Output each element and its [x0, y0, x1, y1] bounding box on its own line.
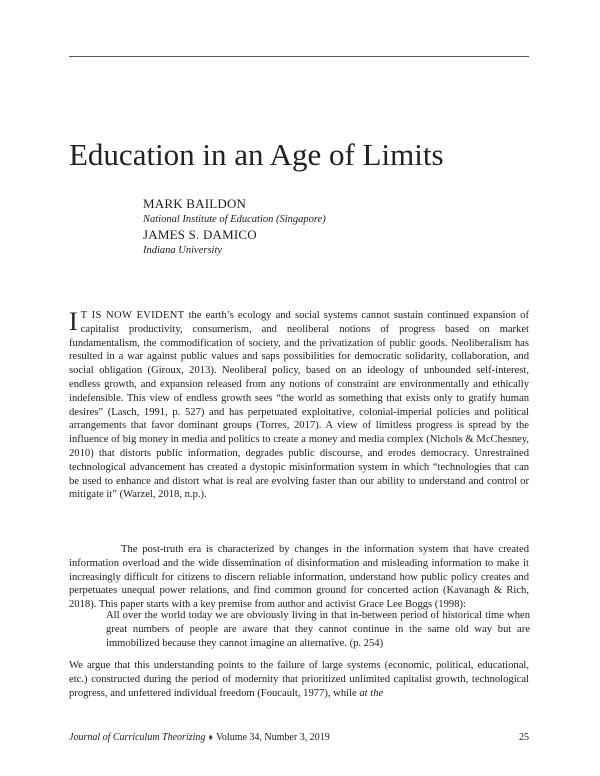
- paragraph-text: We argue that this understanding points to the failure of large systems (economic, political, educational, etc.) constructed during the period of modernity that prioritized unlimited capitalist growth, technological progress, and unfettered individual freedom (Foucault, 1977), while: [69, 660, 529, 699]
- opening-text: the earth’s ecology and social systems cannot sustain continued expansion of capitalist productivity, consumerism, and neoliberal notions of progress based on market fundamentalism, the commodification of society, and the privatization of public goods. Neoliberalism has resulted in a war against public values and saps possibilities for democratic solidarity, collaboration, and social obligation (Giroux, 2013). Neoliberal policy, based on an ideology of unbounded self-interest, endless growth, and expansion released from any notions of constraint are environmentally and ethically indefensible. This view of endless growth sees “the world as something that exists only to gratify human desires” (Lasch, 1991, p. 527) and has perpetuated exploitative, colonial-imperial policies and political arrangements that favor dominant groups (Torres, 2017). A view of limitless progress is spread by the influence of big money in media and politics to create a money and media complex (Nichols & McChesney, 2010) that distorts public information, degrades public discourse, and erodes democracy. Unrestrained technological advancement has created a dystopic misinformation system in which “technologies that can be used to enhance and distort what is real are evolving faster than our ability to understand and control or mitigate it” (Warzel, 2018, n.p.).: [69, 310, 530, 501]
- italic-tail: at the: [359, 687, 384, 699]
- header-rule: [69, 56, 529, 57]
- diamond-icon: ♦: [208, 732, 213, 742]
- issue-info: Volume 34, Number 3, 2019: [216, 732, 330, 743]
- author-affiliation: Indiana University: [143, 245, 223, 256]
- body-paragraph: The post-truth era is characterized by changes in the information system that have created information overload and the wide dissemination of disinformation and misleading information to make it increasingly difficult for citizens to discern reliable information, understand how public policy creates and perpetuates unequal power relations, and find common ground for concerted action (Kavanagh & Rich, 2018). This paper starts with a key premise from author and activist Grace Lee Boggs (1998):: [69, 544, 529, 611]
- author-name: JAMES S. DAMICO: [143, 227, 257, 242]
- drop-cap: I: [69, 307, 78, 336]
- body-paragraph-2: [69, 659, 529, 700]
- author-affiliation: National Institute of Education (Singapore): [143, 214, 326, 225]
- journal-name: Journal of Curriculum Theorizing: [69, 732, 206, 743]
- author-name: MARK BAILDON: [143, 196, 247, 211]
- page-number: 25: [519, 732, 529, 743]
- article-title: Education in an Age of Limits: [69, 137, 444, 172]
- opening-paragraph: [69, 309, 529, 502]
- author-block: [143, 196, 326, 258]
- block-quote: All over the world today we are obviously living in that in-between period of historical time when great numbers of people are aware that they cannot continue in the same old way but are immobilized because they cannot imagine an alternative. (p. 254): [106, 610, 530, 650]
- lead-in-caps: T IS NOW EVIDENT: [80, 310, 185, 321]
- footer-citation: [69, 731, 330, 744]
